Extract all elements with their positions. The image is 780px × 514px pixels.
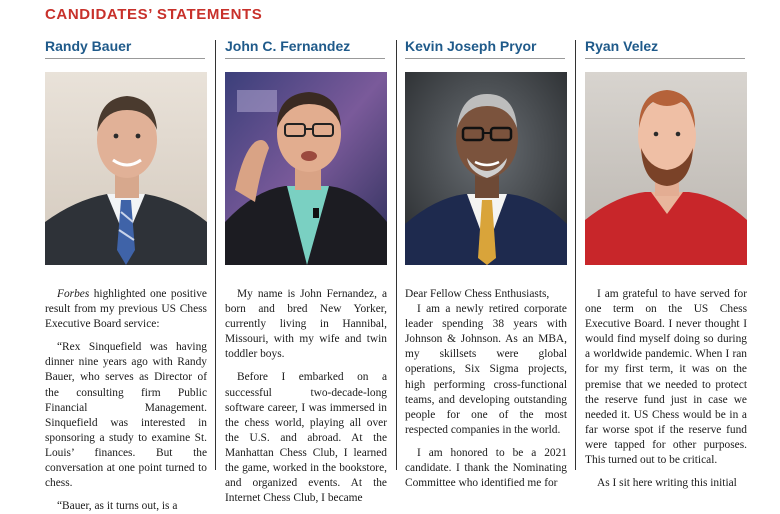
candidate-photo: [45, 72, 207, 265]
candidate-name: Ryan Velez: [585, 38, 659, 54]
statement-paragraph: I am grateful to have served for one term on the US Chess Executive Board. I never thought I would find myself doing so during a worldwide pandemic. When I ran for my first term, it was on the premise that we needed to protect the reserve fund just in case we needed it. US Chess would be in a far worse spot if the reserve fund were tapped for other purposes. This turned out to be critical.: [585, 288, 747, 467]
candidate-name: Randy Bauer: [45, 38, 132, 54]
publication-name: Forbes: [57, 288, 90, 300]
statement-paragraph: “Bauer, as it turns out, is a: [57, 500, 178, 513]
candidate-statement: [405, 287, 567, 491]
name-underline: [405, 58, 565, 59]
column-divider: [215, 40, 216, 470]
candidate-column-bauer: [45, 38, 209, 513]
candidate-name: Kevin Joseph Pryor: [405, 38, 537, 54]
candidate-column-velez: [585, 38, 749, 490]
candidate-name: John C. Fernandez: [225, 38, 351, 54]
statement-paragraph: Before I embarked on a successful two-decade-long software career, I was immersed in the chess world, playing all over the U.S. and abroad. At the Manhattan Chess Club, I learned the game, worked in the bookstore, and organized events. At the Internet Chess Club, I became: [225, 371, 387, 505]
column-divider: [396, 40, 397, 470]
candidate-photo: [405, 72, 567, 265]
candidate-column-pryor: [405, 38, 569, 490]
statement-paragraph: My name is John Fernandez, a born and bred New Yorker, currently living in Hannibal, Missouri, with my wife and twin toddler boys.: [225, 288, 387, 361]
portrait-photo-icon: [225, 72, 387, 265]
candidate-column-fernandez: [225, 38, 389, 505]
name-underline: [45, 58, 205, 59]
name-underline: [585, 58, 745, 59]
statement-paragraph: I am honored to be a 2021 candidate. I thank the Nominating Committee who identified me for: [405, 446, 567, 490]
portrait-photo-icon: [45, 72, 207, 265]
candidate-statement: [585, 287, 747, 491]
column-divider: [575, 40, 576, 470]
candidate-photo: [585, 72, 747, 265]
portrait-photo-icon: [405, 72, 567, 265]
candidate-statement: [225, 287, 387, 506]
section-title: CANDIDATES’ STATEMENTS: [45, 6, 263, 23]
statement-paragraph: “Rex Sinquefield was having dinner nine years ago with Randy Bauer, who serves as Director of the consulting firm Public Financial Management. Sinquefield was interested in sponsoring a study to examine St. Louis’ finances. But the conversation at one point turned to chess.: [45, 341, 207, 490]
candidate-statement: [45, 287, 207, 514]
name-underline: [225, 58, 385, 59]
statement-salutation: Dear Fellow Chess Enthusiasts,: [405, 288, 550, 300]
statement-paragraph: As I sit here writing this initial: [597, 477, 737, 490]
statement-paragraph: I am a newly retired corporate leader spending 38 years with Johnson & Johnson. As an MBA, my skillsets were global operations, Six Sigma projects, high performing cross-functional teams, and developing outstanding people for one of the most respected companies in the world.: [405, 303, 567, 436]
candidate-photo: [225, 72, 387, 265]
statement-text: highlighted one positive result from my previous US Chess Executive Board service:: [45, 288, 207, 331]
portrait-photo-icon: [585, 72, 747, 265]
